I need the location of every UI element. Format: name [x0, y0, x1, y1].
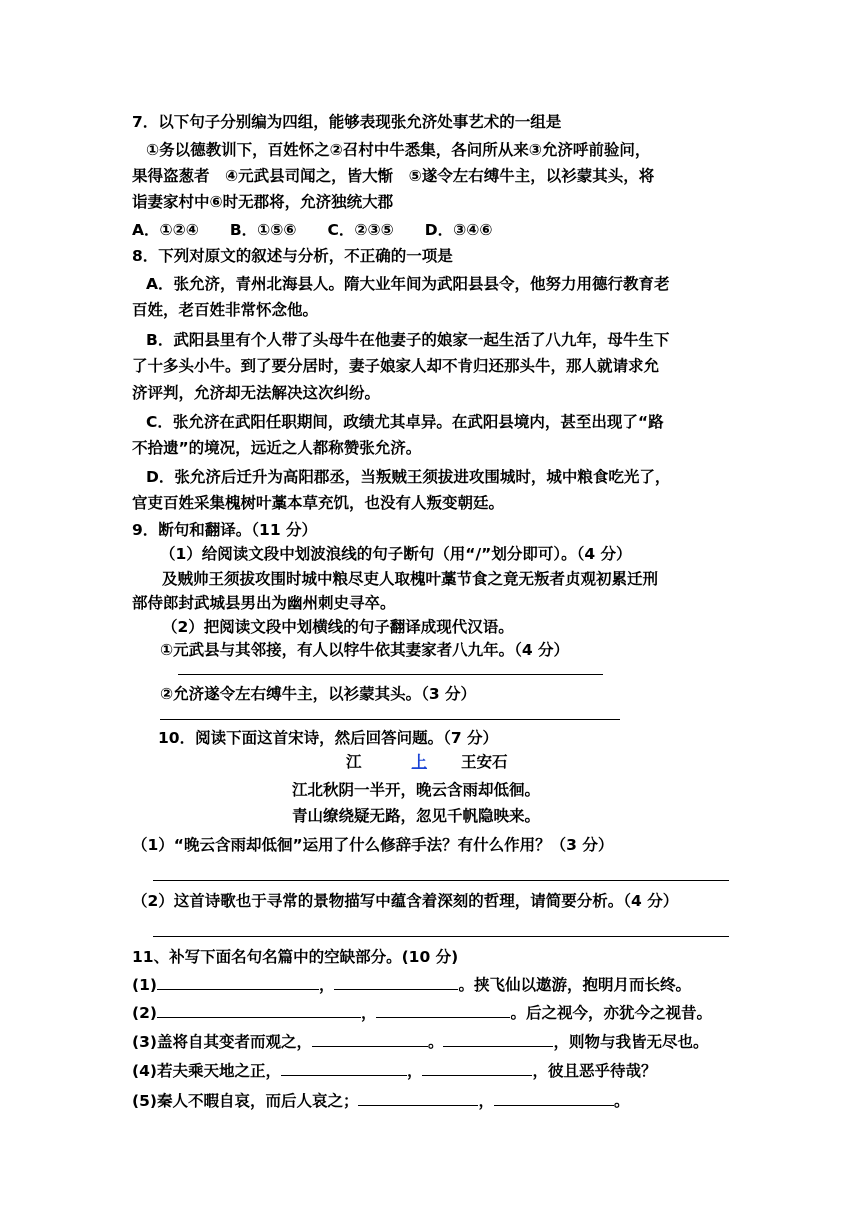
q9-part2: （2）把阅读文段中划横线的句子翻译成现代汉语。: [162, 618, 514, 636]
q9-passage-line2: 部侍郎封武城县男出为幽州刺史寻卒。: [132, 594, 396, 612]
poem-title-link[interactable]: 上: [411, 753, 428, 771]
q8-option-a-line1: A．张允济，青州北海县人。隋大业年间为武阳县县令，他努力用德行教育老: [146, 275, 670, 293]
fill-blank[interactable]: [157, 975, 319, 990]
fill-blank[interactable]: [157, 1003, 361, 1018]
q8-option-b-line3: 济评判，允济却无法解决这次纠纷。: [132, 384, 381, 402]
fill-blank[interactable]: [443, 1032, 553, 1047]
q7-stem: 7．以下句子分别编为四组，能够表现张允济处事艺术的一组是: [132, 113, 562, 131]
poem-title: [346, 752, 508, 772]
q8-option-b-line1: B．武阳县里有个人带了头母牛在他妻子的娘家一起生活了八九年，母牛生下: [146, 331, 670, 349]
fill-blank[interactable]: [281, 1061, 407, 1076]
q10-answer-line2[interactable]: [153, 936, 729, 937]
q9-stem: 9．断句和翻译。（11 分）: [132, 521, 318, 539]
q9-part1: （1）给阅读文段中划波浪线的句子断句（用“/”划分即可）。（4 分）: [160, 545, 632, 563]
q11-item1: (1) ， 。挟飞仙以遨游，抱明月而长终。: [132, 976, 691, 994]
q8-option-b-line2: 了十多头小牛。到了要分居时，妻子娘家人却不肯归还那头牛，那人就请求允: [132, 357, 660, 375]
fill-blank[interactable]: [422, 1061, 532, 1076]
q11-item2: (2) ， 。后之视今，亦犹今之视昔。: [132, 1004, 712, 1022]
q8-option-d-line2: 官吏百姓采集槐树叶藁本草充饥，也没有人叛变朝廷。: [132, 494, 505, 512]
q11-stem: 11、补写下面名句名篇中的空缺部分。(10 分): [132, 948, 459, 966]
poem-title-char1: 江: [346, 753, 362, 771]
q8-option-c-line2: 不拾遗”的境况，远近之人都称赞张允济。: [132, 439, 422, 457]
q8-stem: 8．下列对原文的叙述与分析，不正确的一项是: [132, 247, 453, 265]
q8-option-c-line1: C．张允济在武阳任职期间，政绩尤其卓异。在武阳县境内，甚至出现了“路: [146, 413, 664, 431]
q11-item5: (5)秦人不暇自哀，而后人哀之； ， 。: [132, 1092, 630, 1110]
poem-line2: 青山缭绕疑无路，忽见千帆隐映来。: [292, 807, 541, 825]
q9-sentence2: ②允济遂令左右缚牛主，以衫蒙其头。（3 分）: [160, 685, 477, 703]
fill-blank[interactable]: [376, 1003, 510, 1018]
fill-blank[interactable]: [358, 1091, 478, 1106]
q7-line2: 果得盗葱者 ④元武县司闻之，皆大惭 ⑤遂令左右缚牛主，以衫蒙其头，将: [132, 167, 655, 185]
q9-answer-line1[interactable]: [178, 674, 603, 675]
q11-item4: (4)若夫乘天地之正， ， ，彼且恶乎待哉？: [132, 1062, 657, 1080]
q10-answer-line1[interactable]: [153, 880, 729, 881]
q10-stem: 10．阅读下面这首宋诗，然后回答问题。（7 分）: [158, 729, 499, 747]
q10-question1: （1）“晚云含雨却低徊”运用了什么修辞手法？有什么作用？（3 分）: [132, 836, 614, 854]
fill-blank[interactable]: [312, 1032, 428, 1047]
q7-line1: ①务以德教训下，百姓怀之②召村中牛悉集，各问所从来③允济呼前验问，: [146, 141, 651, 159]
fill-blank[interactable]: [334, 975, 458, 990]
q11-item3: (3)盖将自其变者而观之， 。 ，则物与我皆无尽也。: [132, 1033, 709, 1051]
q7-line3: 诣妻家村中⑥时无郡将，允济独统大郡: [132, 193, 394, 211]
fill-blank[interactable]: [494, 1091, 614, 1106]
q10-question2: （2）这首诗歌也于寻常的景物描写中蕴含着深刻的哲理，请简要分析。（4 分）: [132, 892, 679, 910]
q8-option-a-line2: 百姓，老百姓非常怀念他。: [132, 301, 319, 319]
q7-options: A．①②④ B．①⑤⑥ C．②③⑤ D．③④⑥: [132, 221, 493, 239]
poem-author: 王安石: [461, 753, 508, 771]
q9-answer-line2[interactable]: [160, 719, 620, 720]
q9-sentence1: ①元武县与其邻接，有人以牸牛依其妻家者八九年。（4 分）: [160, 641, 570, 659]
q8-option-d-line1: D．张允济后迁升为高阳郡丞，当叛贼王须拔进攻围城时，城中粮食吃光了，: [146, 468, 671, 486]
q9-passage-line1: 及贼帅王须拔攻围时城中粮尽吏人取槐叶藁节食之竟无叛者贞观初累迁刑: [162, 570, 659, 588]
poem-line1: 江北秋阴一半开，晚云含雨却低徊。: [292, 781, 541, 799]
